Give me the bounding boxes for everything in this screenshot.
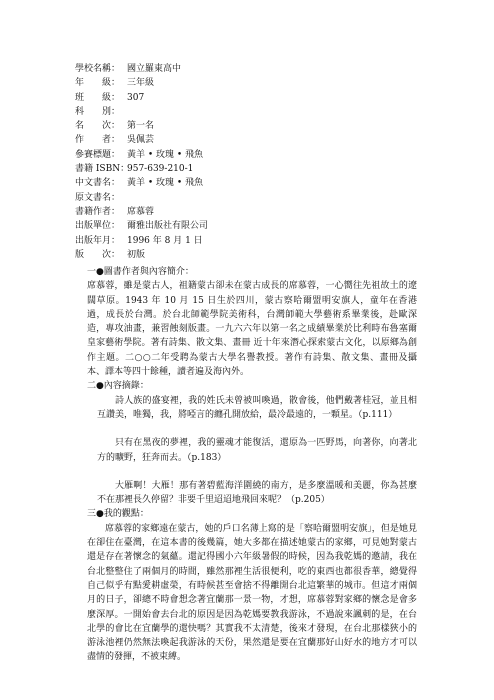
info-row [75, 133, 435, 147]
info-row [75, 248, 435, 262]
info-label: 書籍 ISBN： [75, 164, 130, 175]
info-value: 黃羊 • 玫瑰 • 飛魚 [127, 149, 204, 160]
info-label: 科 別： [75, 106, 121, 117]
info-label: 班 級： [75, 92, 121, 103]
info-label: 名 次： [75, 121, 121, 132]
info-value: 1996 年 8 月 1 日 [127, 235, 203, 246]
info-row [75, 176, 435, 190]
section-heading-view: 三●我的觀點： [87, 509, 149, 520]
info-label: 原文書名： [75, 192, 121, 203]
info-value: 三年級 [127, 78, 155, 89]
info-value: 第一名 [127, 121, 155, 132]
info-label: 年 級： [75, 78, 121, 89]
document-body [87, 265, 417, 665]
info-row [75, 162, 435, 176]
info-block [75, 62, 435, 262]
info-row [75, 205, 435, 219]
info-row [75, 91, 435, 105]
info-label: 版 次： [75, 249, 121, 260]
intro-paragraph: 席慕蓉，雖是蒙古人，祖籍蒙古卻未在蒙古成長的席慕蓉，一心嚮往先祖故土的遼闊草原。1943 年 10 月 15 日生於四川，蒙古察哈爾盟明安旗人，童年在香港過，成長於台灣。於台北師範學院美術科，台灣師範大學藝術系畢業後，赴歐深造，專攻油畫，兼習蝕刻版畫。一九六六年以第一名之成績畢業於比利時布魯塞爾皇家藝術學院。著有詩集、散文集、畫冊 近十年來潛心探索蒙古文化，以原鄉為創作主題。二○○二年受聘為蒙古大學名譽教授。著作有詩集、散文集、畫冊及攝本、譯本等四十餘種，讀者遍及海內外。 [87, 281, 417, 378]
section-heading-intro: 一●圖書作者與內容簡介： [87, 267, 194, 277]
section-heading-excerpt: 二●內容摘錄： [87, 381, 149, 392]
info-row [75, 76, 435, 90]
info-label: 出版年月： [75, 235, 121, 246]
info-label: 出版單位： [75, 221, 121, 232]
info-value: 初版 [127, 249, 146, 260]
info-label: 參賽標題： [75, 149, 121, 160]
info-value: 席慕蓉 [127, 206, 155, 217]
info-row [75, 191, 435, 205]
info-value: 307 [127, 92, 145, 103]
info-value: 爾雅出版社有限公司 [127, 221, 209, 232]
info-row [75, 234, 435, 248]
info-label: 作 者： [75, 135, 121, 146]
spacer [87, 465, 417, 479]
info-label: 中文書名： [75, 178, 121, 189]
info-row [75, 219, 435, 233]
info-row [75, 62, 435, 76]
info-row [75, 119, 435, 133]
info-row [75, 148, 435, 162]
quote-paragraph: 只有在黑夜的夢裡，我的靈魂才能復活，還原為一匹野馬，向著你，向著北方的曠野，狂奔而去。（p.183） [97, 438, 417, 463]
quote-paragraph: 詩人族的盛宴裡，我的姓氏未曾被叫喚過，散會後，他們戴著桂冠，並且相互讚美，唯獨，我，將啞言的纏孔開放給，最冷最遠的，一顆星。（p.111） [97, 395, 417, 420]
info-value: 957-639-210-1 [127, 164, 194, 175]
info-row [75, 105, 435, 119]
info-label: 書籍作者： [75, 206, 121, 217]
info-value: 國立羅東高中 [127, 64, 182, 74]
spacer [87, 422, 417, 436]
info-value: 黃羊 • 玫瑰 • 飛魚 [127, 178, 204, 189]
view-paragraph: 席慕蓉的家鄉遠在蒙古，她的戶口名薄上寫的是「察哈爾盟明安旗」，但是她見在卻住在臺灣，在這本書的後幾篇，她大多都在描述她蒙古的家鄉，可見她對蒙古還是存在著懷念的氣蘊。還記得國小六年級暑假的時候，因為我乾媽的邀請，我在台北整整住了兩個月的時間，雖然那裡生活很便利，吃的東西也都很香華，總覺得自己似乎有點愛耕虛榮，有時候甚至會捨不得離開台北這繁華的城市。但這才兩個月的日子，卻總不時會想念著宜蘭那一景一物，才想，席慕蓉對家鄉的懷念是會多麼深厚。一開始會去台北的原因是因為乾媽要教我游泳，不過說來諷刺的是，在台北學的會比在宜蘭學的還快嗎？其實我不太清楚，後來才發現，在台北那樣狹小的游泳池裡仍然無法喚起我游泳的天份，果然還是要在宜蘭那好山好水的地方才可以盡情的發揮，不被束縛。 [87, 523, 417, 663]
quote-paragraph: 大雁啊！大雁！那有著碧藍海洋圍繞的南方，是多麼溫暖和美麗，你為甚麼不在那裡長久停留？非要千里迢迢地飛回來呢？（p.205） [97, 480, 417, 506]
info-label: 學校名稱： [75, 64, 121, 74]
info-value: 吳佩芸 [127, 135, 155, 146]
